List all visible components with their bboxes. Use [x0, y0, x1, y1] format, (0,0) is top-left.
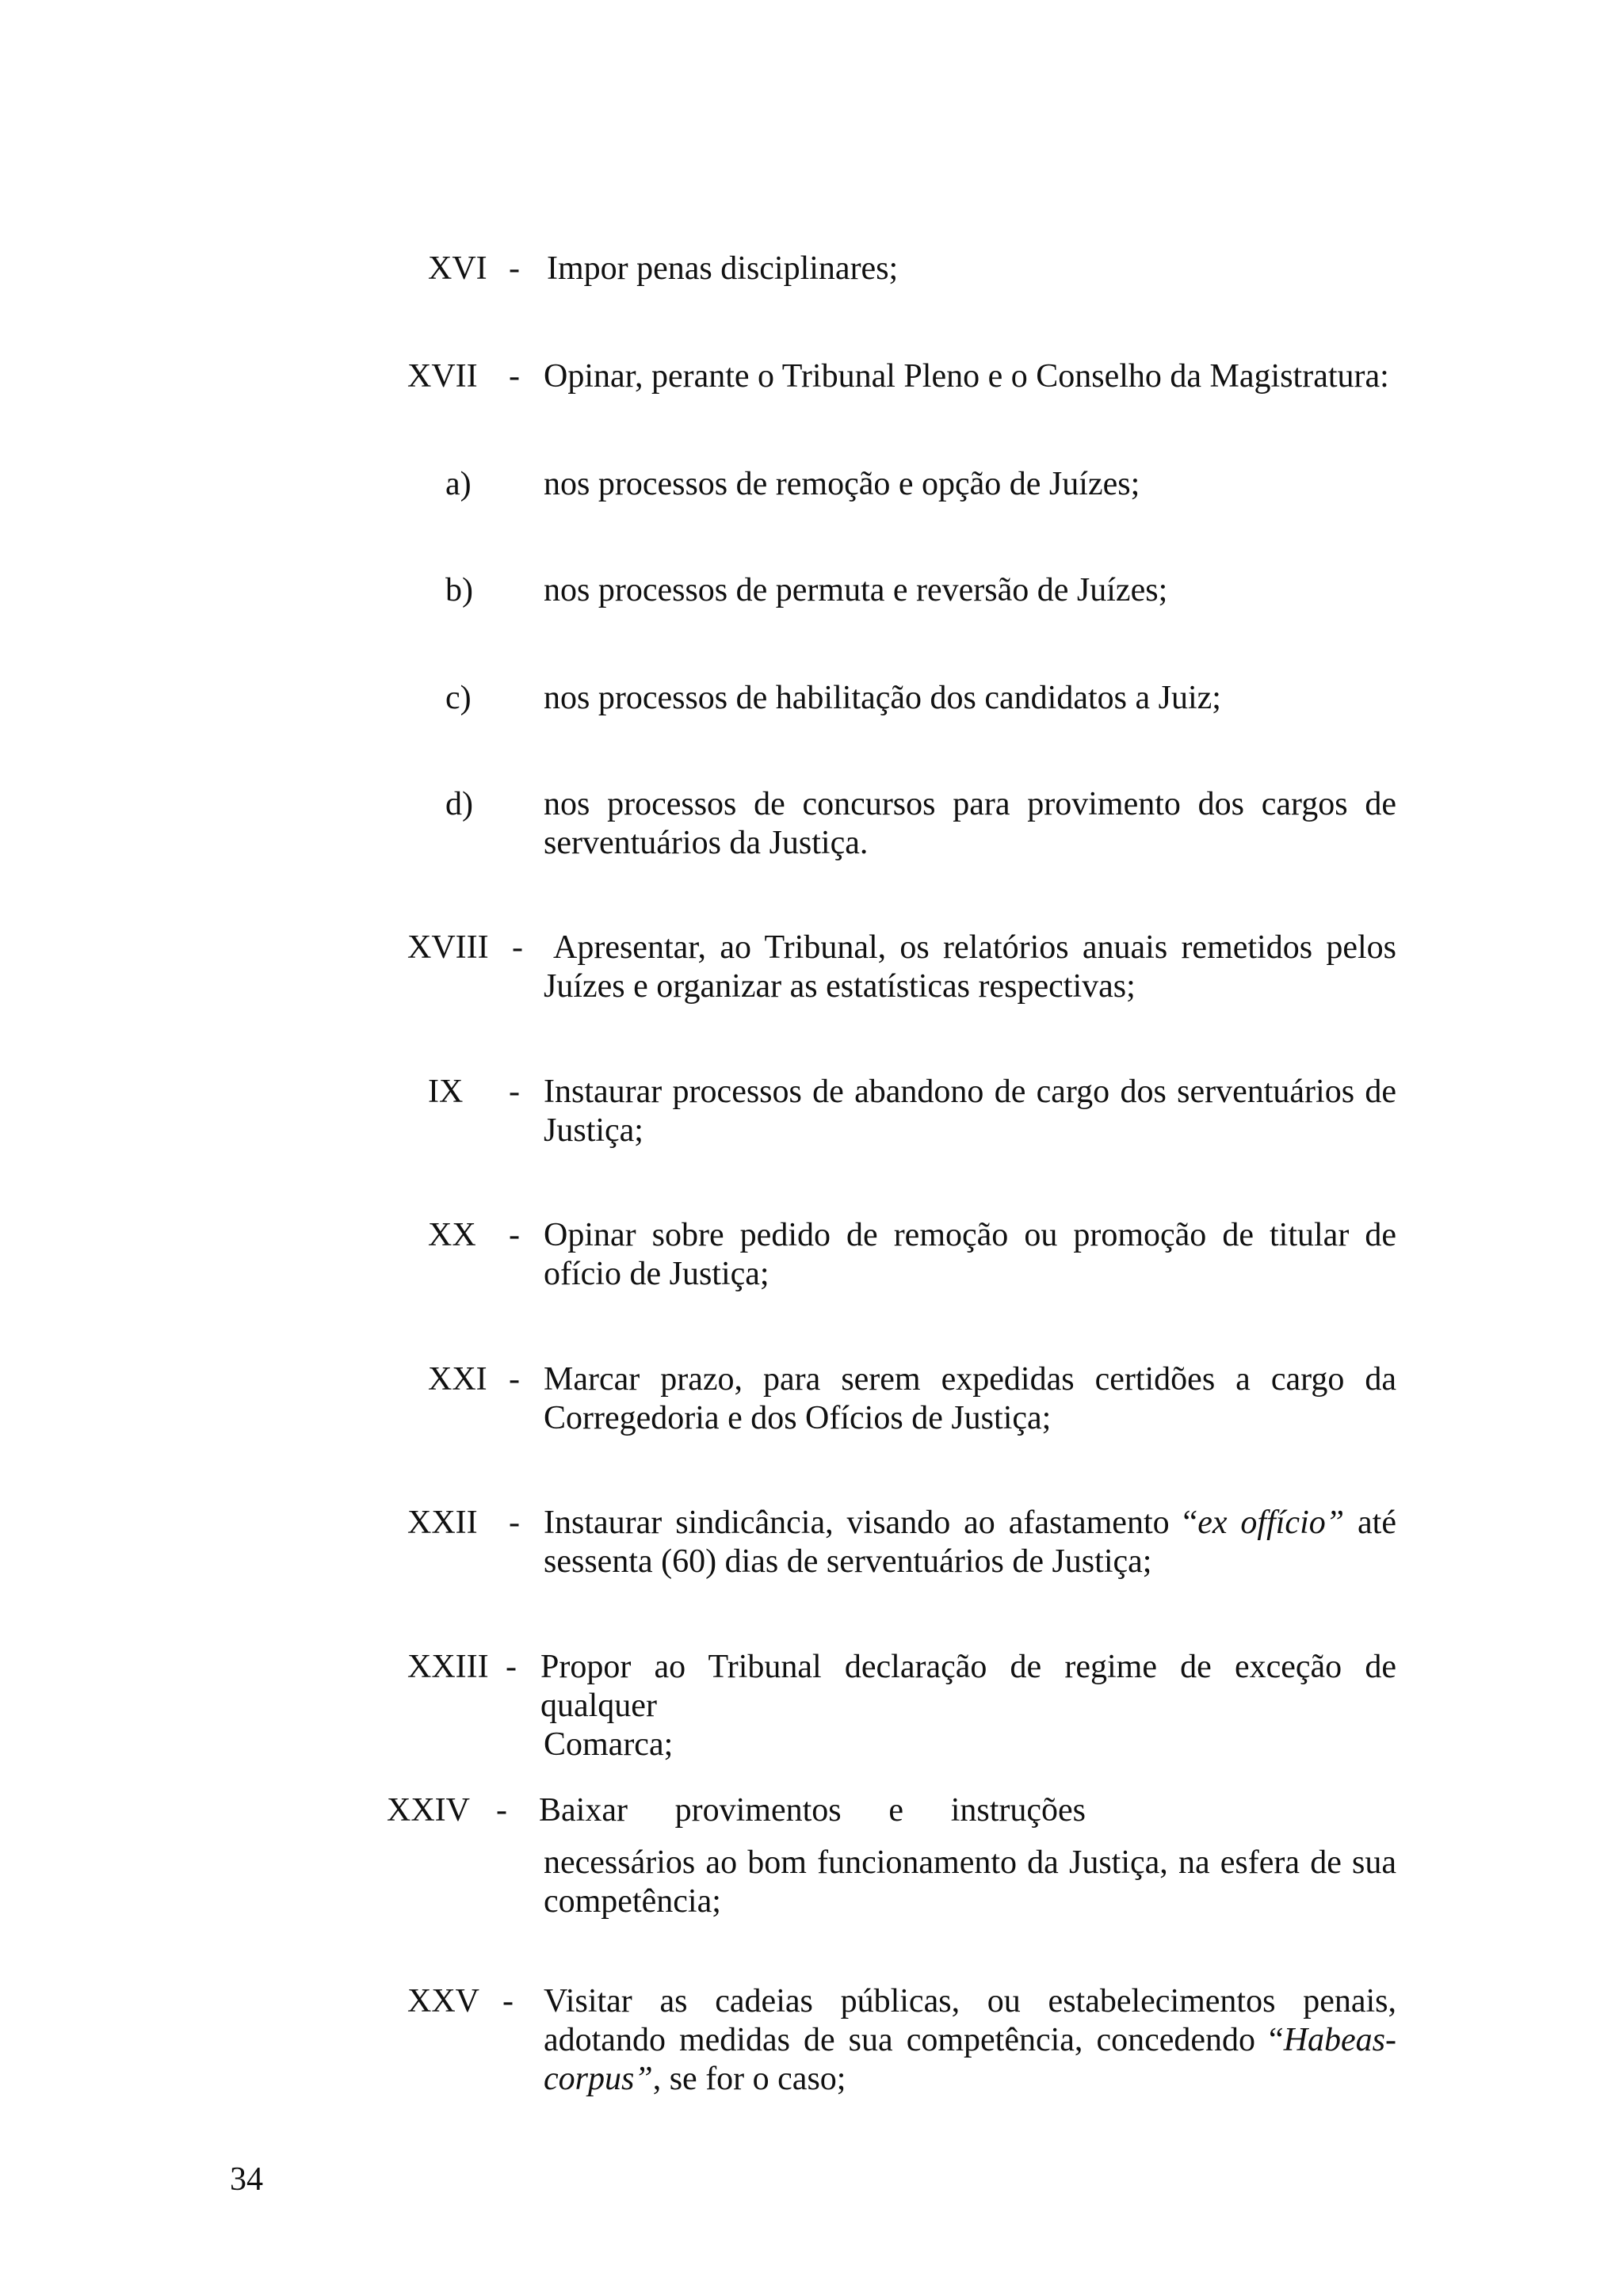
item-text-xxiv-first-line — [539, 1791, 1086, 1830]
text-run: adotando medidas de sua competência, concedendo “ — [544, 2022, 1284, 2058]
text-word: instruções — [950, 1792, 1086, 1829]
item-dash: - — [496, 1792, 507, 1829]
item-dash: - — [509, 1505, 520, 1541]
text-run: até — [1344, 1505, 1396, 1541]
text-line: nos processos de concursos para provimento dos cargos de — [544, 786, 1396, 822]
item-dash: - — [509, 250, 520, 287]
text-line: Instaurar processos de abandono de cargo dos serventuários de — [544, 1074, 1396, 1110]
text-run: , se for o caso; — [652, 2061, 846, 2097]
item-text-xviii — [544, 929, 1396, 1006]
text-line: necessários ao bom funcionamento da Justiça, na esfera de sua — [544, 1844, 1396, 1881]
subitem-letter-b: b) — [445, 572, 473, 608]
item-dash: - — [506, 1649, 517, 1685]
item-dash: - — [509, 1361, 520, 1398]
italic-term: Habeas- — [1283, 2022, 1396, 2058]
item-text-ix — [544, 1073, 1396, 1150]
text-line — [544, 2060, 1396, 2099]
italic-term: ex offício” — [1197, 1505, 1345, 1541]
item-dash: - — [509, 1074, 520, 1110]
item-number-xviii: XVIII — [407, 929, 489, 966]
text-line: Visitar as cadeias públicas, ou estabelecimentos penais, — [544, 1983, 1396, 2019]
text-word: Baixar — [539, 1792, 628, 1829]
item-number-xvi: XVI — [428, 250, 487, 287]
subitem-text-c: nos processos de habilitação dos candidatos a Juiz; — [544, 680, 1221, 716]
subitem-text-d — [544, 785, 1396, 863]
text-word: provimentos — [674, 1792, 842, 1829]
text-line: Marcar prazo, para serem expedidas certidões a cargo da — [544, 1361, 1396, 1398]
item-dash: - — [512, 929, 523, 966]
italic-term: corpus” — [544, 2061, 653, 2097]
text-line: Apresentar, ao Tribunal, os relatórios anuais remetidos pelos — [553, 929, 1396, 966]
text-line: Opinar sobre pedido de remoção ou promoção de titular de — [544, 1217, 1396, 1253]
item-number-xxi: XXI — [428, 1361, 487, 1398]
item-number-xxiii: XXIII — [407, 1649, 489, 1685]
subitem-letter-d: d) — [445, 786, 473, 822]
text-line: Justiça; — [544, 1112, 643, 1149]
item-number-xvii: XVII — [407, 358, 478, 395]
item-number-xxiv: XXIV — [387, 1792, 470, 1829]
item-text-xvii: Opinar, perante o Tribunal Pleno e o Conselho da Magistratura: — [544, 358, 1389, 395]
item-dash: - — [509, 1217, 520, 1253]
text-line: ofício de Justiça; — [544, 1256, 769, 1292]
text-run: Instaurar sindicância, visando ao afastamento “ — [544, 1505, 1198, 1541]
item-text-xxi — [544, 1360, 1396, 1438]
item-text-xxii — [544, 1504, 1396, 1581]
item-number-xxii: XXII — [407, 1505, 478, 1541]
subitem-text-a: nos processos de remoção e opção de Juízes; — [544, 466, 1140, 502]
subitem-letter-a: a) — [445, 466, 472, 502]
item-number-ix: IX — [428, 1074, 464, 1110]
item-text-xxiv — [544, 1844, 1396, 1921]
text-line: competência; — [544, 1883, 721, 1920]
text-line: Propor ao Tribunal declaração de regime de exceção de qualquer — [540, 1649, 1396, 1724]
text-line: serventuários da Justiça. — [544, 825, 869, 861]
item-dash: - — [502, 1983, 514, 2019]
text-line — [544, 2021, 1396, 2060]
item-number-xxv: XXV — [407, 1983, 479, 2019]
text-line: Juízes e organizar as estatísticas respectivas; — [544, 968, 1136, 1005]
item-text-xxv — [544, 1982, 1396, 2099]
item-text-xx — [544, 1216, 1396, 1294]
item-text-xxiii — [540, 1648, 1396, 1764]
item-dash: - — [509, 358, 520, 395]
text-word: e — [888, 1792, 903, 1829]
subitem-letter-c: c) — [445, 680, 472, 716]
page-number: 34 — [230, 2161, 263, 2198]
item-number-xx: XX — [428, 1217, 476, 1253]
subitem-text-b: nos processos de permuta e reversão de Juízes; — [544, 572, 1168, 608]
item-text-xvi: Impor penas disciplinares; — [547, 250, 899, 287]
text-line: sessenta (60) dias de serventuários de Justiça; — [544, 1543, 1152, 1580]
text-line — [544, 1504, 1396, 1543]
text-line: Corregedoria e dos Ofícios de Justiça; — [544, 1400, 1052, 1436]
text-line: Comarca; — [544, 1726, 674, 1763]
